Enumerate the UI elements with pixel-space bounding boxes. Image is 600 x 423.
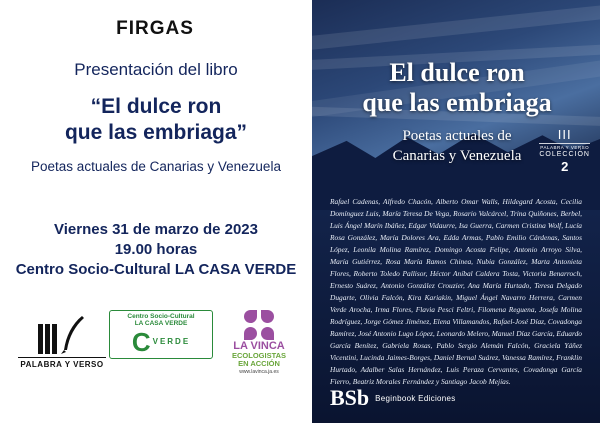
publisher-name: Beginbook Ediciones xyxy=(375,393,456,403)
book-subtitle: Poetas actuales de Canarias y Venezuela xyxy=(31,158,281,174)
book-title-line-1: “El dulce ron xyxy=(90,95,222,118)
casa-verde-top-line-2: LA CASA VERDE xyxy=(134,320,188,328)
collection-brand: PALABRA Y VERSO xyxy=(540,145,590,150)
casa-verde-letter-icon: C xyxy=(131,326,151,357)
quill-icon xyxy=(60,314,86,354)
page-title: FIRGAS xyxy=(116,18,194,39)
la-vinca-sub-line-1: ECOLOGISTAS xyxy=(231,351,287,360)
flower-icon xyxy=(244,310,274,340)
logo-palabra-y-verso xyxy=(18,310,106,369)
la-vinca-sub-line-2: EN ACCIÓN xyxy=(238,359,280,369)
event-time: 19.00 horas xyxy=(114,240,198,258)
book-title-line-2: que las embriaga” xyxy=(64,121,248,145)
collection-number: 2 xyxy=(561,159,569,174)
casa-verde-top-line-1: Centro Socio-Cultural xyxy=(127,313,195,320)
cover-title-line-2: que las embriaga xyxy=(362,87,552,117)
book-cover xyxy=(312,0,600,423)
event-venue: Centro Socio-Cultural LA CASA VERDE xyxy=(15,261,297,278)
book-title xyxy=(0,94,312,147)
publisher-logo xyxy=(330,387,456,409)
left-info-column xyxy=(0,60,312,280)
logo-casa-verde xyxy=(109,310,213,359)
cover-title-line-1: El dulce ron xyxy=(389,58,525,87)
event-date: Viernes 31 de marzo de 2023 xyxy=(53,220,258,238)
cover-subtitle-line-2: Canarias y Venezuela xyxy=(392,147,522,164)
event-details xyxy=(0,220,312,281)
logo-palabra-y-verso-label: PALABRA Y VERSO xyxy=(18,357,106,369)
presentation-label: Presentación del libro xyxy=(74,60,238,79)
collection-mark-icon: III xyxy=(557,127,572,142)
collection-badge xyxy=(539,128,590,174)
casa-verde-word: VERDE xyxy=(152,337,191,347)
palabra-y-verso-icon xyxy=(18,310,106,354)
collection-word: COLECCIÓN xyxy=(539,151,590,158)
cover-title xyxy=(326,58,588,118)
author-list: Rafael Cadenas, Alfredo Chacón, Alberto Omar Walls, Hildegard Acosta, Cecilia Domínguez Luis, María Teresa De Vega, Rosario Valcárcel, Trina Quiñones, Berbel, Luis Ángel Marín Ibáñez, Edgar Vidaurre, Isa Guerra, Carmen Cristina Wolf, Lucía Rosa González, María Dolores Ara, Edda Armas, Pablo Emilio Cárdenas, Santos López, Leonila Molina Ramírez, Domingo Acosta Felipe, Antonio Arroyo Silva, María Gutiérrez, Rosa María Ramos Chinea, Nubia González, Marta Antonieta Flores, Roberto Toledo Pallisor, Héctor Aníbal Caldera Tosta, Victoria Benarroch, Ernesto Suárez, Antonio González Crouzier, Ana María Hurtado, Teresa Delgado Dugarte, Olivia Falcón, Kira Kariakin, Miguel Ángel Navarro Herrera, Carmen Verde Arocha, Irma Flores, Flavia Pesci Feltri, Filomena Reguena, Josefa Molina Rodríguez, Jorge Gómez Jiménez, Elena Villamandos, Rafael-José Díaz, Covadonga Ramírez, José Antonio Lugo López, Leonardo Melero, Manuel Díaz García, Eduardo García Benítez, Gabriela Rosas, Pablo Sergio Alemán Falcón, Graciela Yáñez Vicentini, Lucinda Jaimes-Borges, Daniel Bernal Suárez, Vanessa Ramírez, Franklin Hurtado, Adalber Salas Hernández, Luis Peraza Cervantes, Covadonga García Fierro, Beatriz Morales Fernández y Santiago Jacob Mejías. xyxy=(330,197,582,386)
sponsor-logos xyxy=(10,310,310,375)
publisher-mark-icon: BSb xyxy=(330,385,370,410)
la-vinca-title: LA VINCA xyxy=(233,340,285,352)
cover-subtitle-line-1: Poetas actuales de xyxy=(402,128,512,144)
la-vinca-website: www.lavinca.ja.es xyxy=(239,368,279,375)
logo-la-vinca xyxy=(216,310,302,375)
